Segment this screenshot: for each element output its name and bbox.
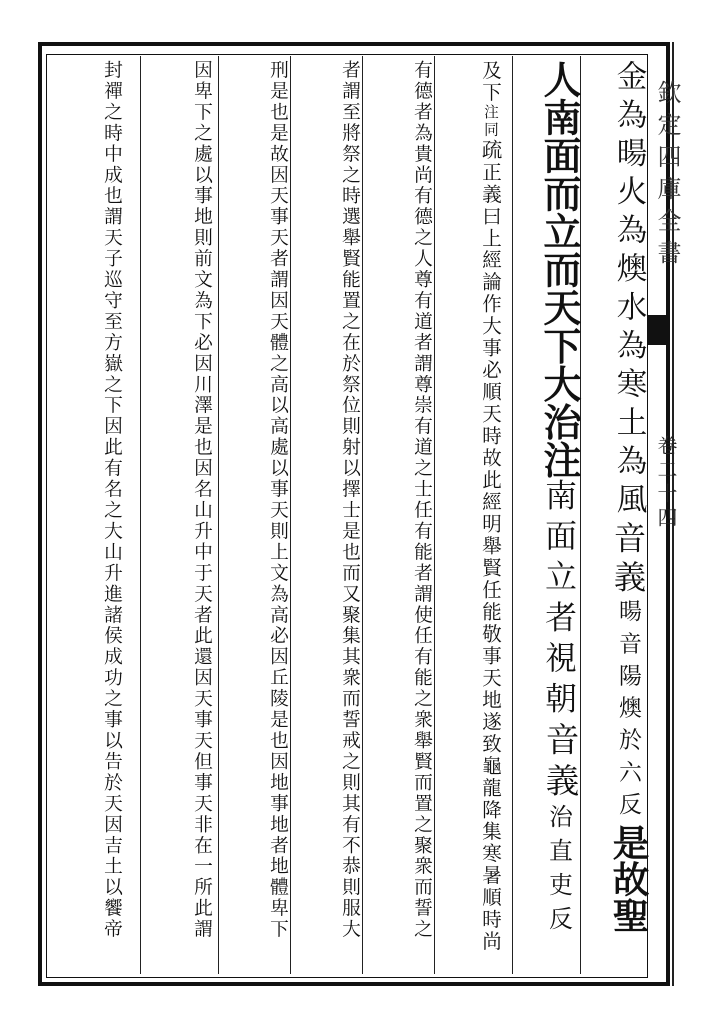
- column-rule: [362, 56, 363, 974]
- fishtail-mark: [648, 315, 670, 345]
- text-column-7: [150, 60, 210, 940]
- column-segment: 疏: [478, 139, 502, 162]
- column-segment: 注同: [482, 103, 499, 139]
- column-rule: [140, 56, 141, 974]
- text-column-2: [518, 60, 582, 941]
- column-segment: 人南面而立而天下大治: [537, 60, 582, 441]
- column-rule: [290, 56, 291, 974]
- text-column-3: [440, 60, 500, 953]
- column-segment: 刑是也是故因天事天者謂因天體之高以高處以事天則上文為高必因丘陵是也因地事地者地體卑下: [267, 60, 288, 941]
- column-segment: 及下: [479, 60, 502, 104]
- text-column-6: [226, 60, 286, 940]
- column-segment: 音義: [540, 722, 579, 804]
- column-rule: [434, 56, 435, 974]
- column-segment: 治直吏反: [545, 803, 573, 941]
- column-segment: 南面立者視朝: [540, 478, 578, 723]
- margin-title: 欽定四庫全書: [653, 80, 681, 272]
- column-segment: 正義曰上經論作大事必順天時故此經明舉賢任能敬事天地遂致龜龍降集寒暑順時尚: [479, 161, 502, 953]
- column-segment: 暘音陽燠於六反: [615, 599, 641, 824]
- column-segment: 音義: [609, 521, 647, 599]
- margin-volume: 卷二十四: [654, 435, 678, 531]
- text-column-4: [370, 60, 430, 940]
- column-segment: 注: [537, 440, 582, 479]
- column-segment: 是故聖: [607, 823, 650, 934]
- column-segment: 因卑下之處以事地則前文為下必因川澤是也因名山升中于天者此還因天事天但事天非在一所此謂: [191, 60, 212, 941]
- column-segment: 封禪之時中成也謂天子巡守至方嶽之下因此有名之大山升進諸侯成功之事以告於天因吉土以饗帝: [101, 60, 122, 941]
- text-column-8: [60, 60, 120, 940]
- column-rule: [218, 56, 219, 974]
- text-column-5: [298, 60, 358, 940]
- text-column-1: [586, 60, 650, 934]
- column-segment: 金為暘火為燠水為寒土為風: [611, 60, 646, 522]
- column-segment: 有德者為貴尚有德之人尊有道者謂尊崇有道之士任有能者謂使任有能之衆舉賢而置之聚衆而誓之: [411, 60, 432, 941]
- column-segment: 者謂至將祭之時選舉賢能置之在於祭位則射以擇士是也而又聚集其衆而誓戒之則其有不恭則服大: [339, 60, 360, 941]
- column-rule: [512, 56, 513, 974]
